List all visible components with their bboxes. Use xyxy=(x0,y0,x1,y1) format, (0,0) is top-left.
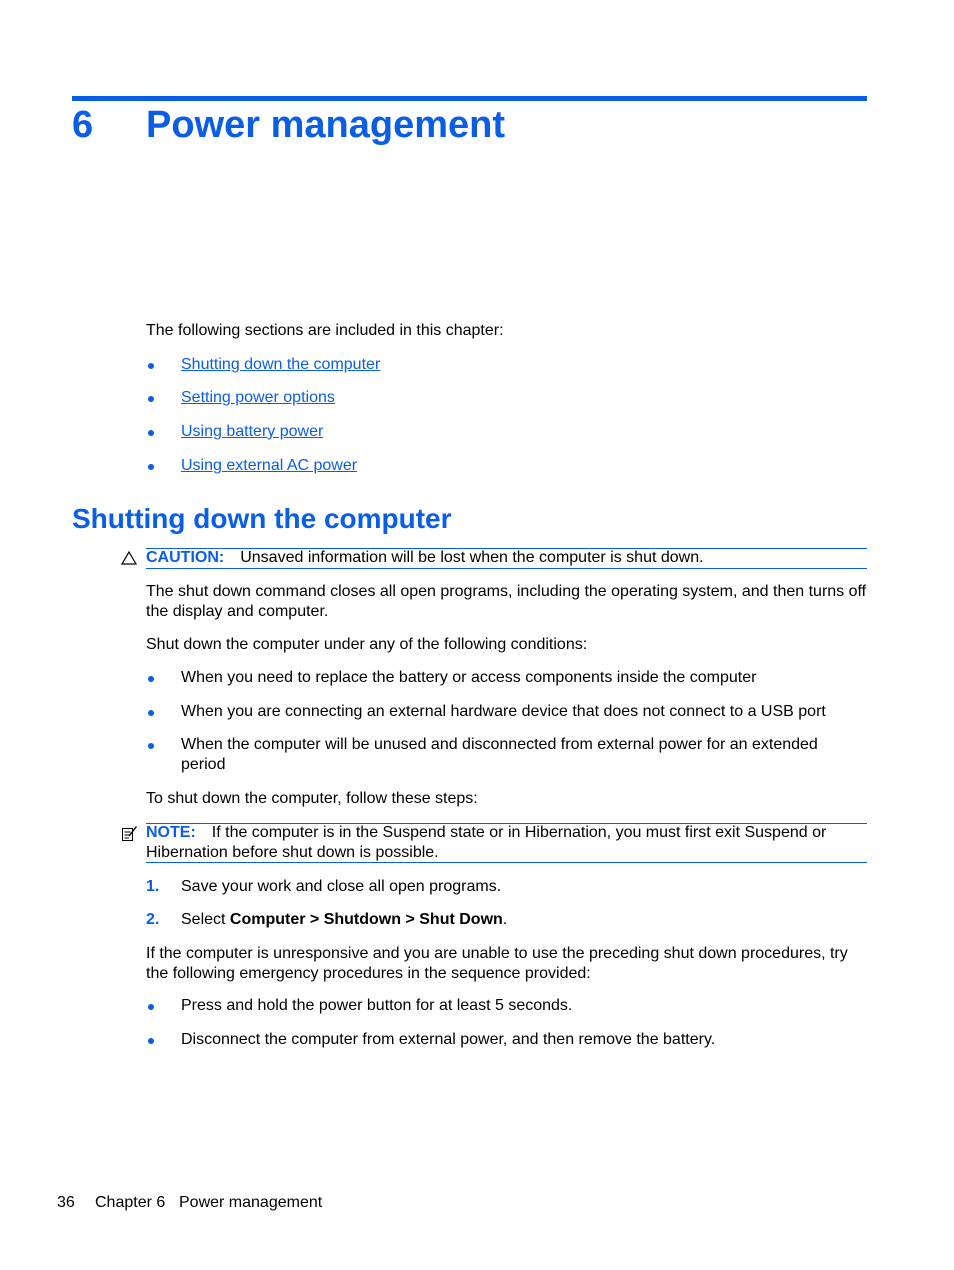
section-heading: Shutting down the computer xyxy=(72,503,452,534)
toc-item xyxy=(181,388,867,408)
conditions-intro: Shut down the computer under any of the following conditions: xyxy=(146,636,588,653)
bullet-icon xyxy=(146,461,156,471)
bullet-icon xyxy=(146,393,156,403)
step-text: Save your work and close all open programs. xyxy=(181,878,502,895)
steps-intro: To shut down the computer, follow these steps: xyxy=(146,790,478,807)
toc-item xyxy=(181,355,867,375)
page-number: 36 xyxy=(57,1194,75,1211)
step-number: 1. xyxy=(146,878,160,895)
toc-item xyxy=(181,456,867,476)
bullet-icon xyxy=(146,1035,156,1045)
condition-item: When the computer will be unused and disconnected from external power for an extended period xyxy=(181,736,818,773)
bullet-icon xyxy=(146,360,156,370)
emergency-intro: If the computer is unresponsive and you are unable to use the preceding shut down procedures, try the following emergency procedures in the sequence provided: xyxy=(146,945,848,982)
toc-item xyxy=(181,422,867,442)
chapter-title: Power management xyxy=(146,104,505,146)
menu-path: Computer > Shutdown > Shut Down xyxy=(229,911,503,928)
toc-link-power-options[interactable]: Setting power options xyxy=(181,389,335,406)
note-block xyxy=(146,823,867,863)
toc-link-shutting-down[interactable]: Shutting down the computer xyxy=(181,356,381,373)
caution-rule-bottom xyxy=(146,568,867,569)
step-number: 2. xyxy=(146,911,160,928)
note-pencil-icon xyxy=(121,825,138,842)
note-label: NOTE: xyxy=(146,824,196,841)
bullet-icon xyxy=(146,1001,156,1011)
caution-text: Unsaved information will be lost when the computer is shut down. xyxy=(240,549,704,566)
condition-item: When you are connecting an external hardware device that does not connect to a USB port xyxy=(181,703,826,720)
note-rule-bottom xyxy=(146,862,867,863)
shutdown-description: The shut down command closes all open programs, including the operating system, and then turns off the display and computer. xyxy=(146,583,867,620)
chapter-number: 6 xyxy=(72,104,94,146)
footer-title: Power management xyxy=(179,1194,323,1211)
bullet-icon xyxy=(146,427,156,437)
caution-note xyxy=(146,548,867,568)
step-prefix: Select xyxy=(181,911,230,928)
step-text xyxy=(181,910,867,930)
toc-link-battery-power[interactable]: Using battery power xyxy=(181,423,324,440)
chapter-rule xyxy=(72,96,867,101)
caution-label: CAUTION: xyxy=(146,549,225,566)
emergency-item: Press and hold the power button for at least 5 seconds. xyxy=(181,997,573,1014)
caution-triangle-icon xyxy=(121,550,137,566)
bullet-icon xyxy=(146,707,156,717)
step-suffix: . xyxy=(502,911,508,928)
toc-link-ac-power[interactable]: Using external AC power xyxy=(181,457,358,474)
emergency-item: Disconnect the computer from external power, and then remove the battery. xyxy=(181,1031,716,1048)
bullet-icon xyxy=(146,673,156,683)
note-text: If the computer is in the Suspend state or in Hibernation, you must first exit Suspend or Hibernation before shut down is possible. xyxy=(146,824,827,861)
intro-text: The following sections are included in this chapter: xyxy=(146,322,504,339)
bullet-icon xyxy=(146,740,156,750)
footer-chapter: Chapter 6 xyxy=(95,1194,166,1211)
condition-item: When you need to replace the battery or access components inside the computer xyxy=(181,669,757,686)
